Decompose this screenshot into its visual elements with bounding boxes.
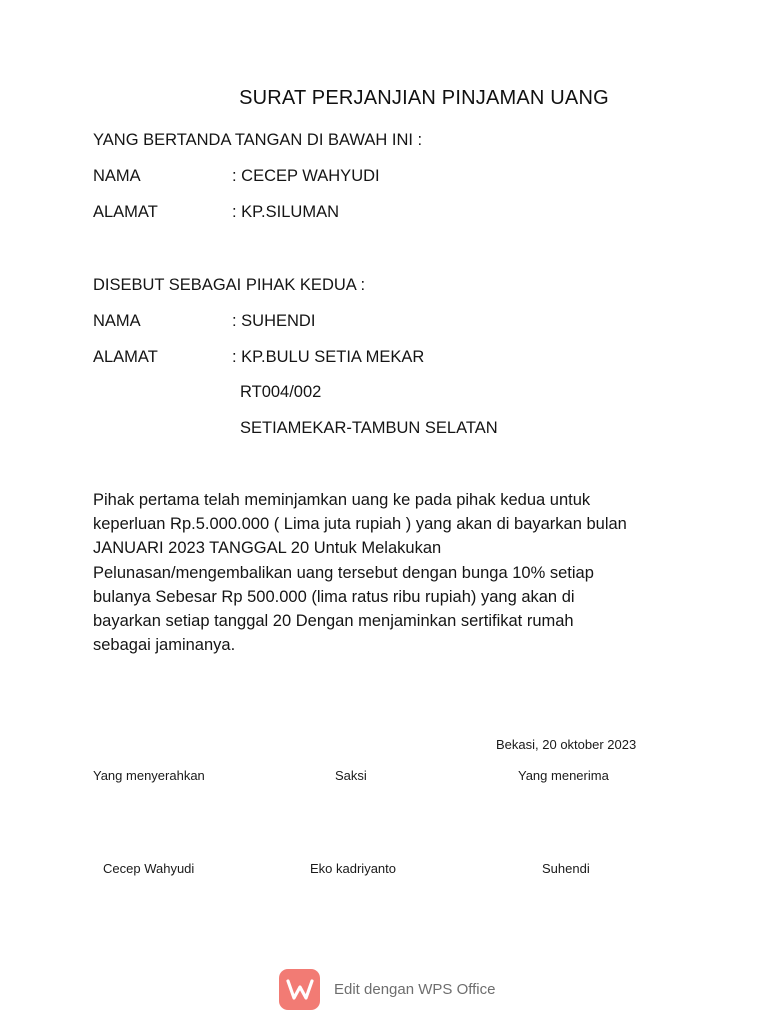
agreement-body-paragraph [93, 488, 683, 657]
party2-address-line2: RT004/002 [240, 383, 322, 401]
body-line: bayarkan setiap tanggal 20 Dengan menjaminkan sertifikat rumah [93, 612, 574, 631]
party2-name-label: NAMA [93, 312, 141, 330]
body-line: Pelunasan/mengembalikan uang tersebut dengan bunga 10% setiap [93, 563, 594, 582]
signature-name-receiver: Suhendi [542, 861, 590, 876]
body-line: keperluan Rp.5.000.000 ( Lima juta rupiah ) yang akan di bayarkan bulan [93, 515, 627, 534]
wps-edit-link[interactable]: Edit dengan WPS Office [334, 981, 496, 998]
party2-name-value: : SUHENDI [232, 312, 316, 330]
signature-name-giver: Cecep Wahyudi [103, 861, 195, 876]
party2-address-line3: SETIAMEKAR-TAMBUN SELATAN [240, 419, 498, 437]
role-giver: Yang menyerahkan [93, 768, 205, 783]
party1-address-value: : KP.SILUMAN [232, 203, 339, 221]
party1-address-label: ALAMAT [93, 203, 158, 221]
party1-name-value: : CECEP WAHYUDI [232, 167, 380, 185]
party2-address-label: ALAMAT [93, 348, 158, 366]
role-receiver: Yang menerima [518, 768, 609, 783]
document-title: SURAT PERJANJIAN PINJAMAN UANG [239, 87, 609, 109]
role-witness: Saksi [335, 768, 367, 783]
signature-name-witness: Eko kadriyanto [310, 861, 396, 876]
party2-address-line1: : KP.BULU SETIA MEKAR [232, 348, 425, 366]
party2-heading: DISEBUT SEBAGAI PIHAK KEDUA : [93, 276, 366, 294]
wps-w-glyph-icon [286, 978, 314, 1002]
body-line: Pihak pertama telah meminjamkan uang ke pada pihak kedua untuk [93, 491, 591, 509]
place-date: Bekasi, 20 oktober 2023 [496, 737, 637, 752]
body-line: bulanya Sebesar Rp 500.000 (lima ratus ribu rupiah) yang akan di [93, 587, 575, 606]
intro-line: YANG BERTANDA TANGAN DI BAWAH INI : [93, 131, 423, 149]
party1-name-label: NAMA [93, 167, 141, 185]
body-line: JANUARI 2023 TANGGAL 20 Untuk Melakukan [93, 539, 442, 558]
body-line: sebagai jaminanya. [93, 636, 236, 655]
wps-office-logo-icon[interactable] [279, 969, 320, 1010]
